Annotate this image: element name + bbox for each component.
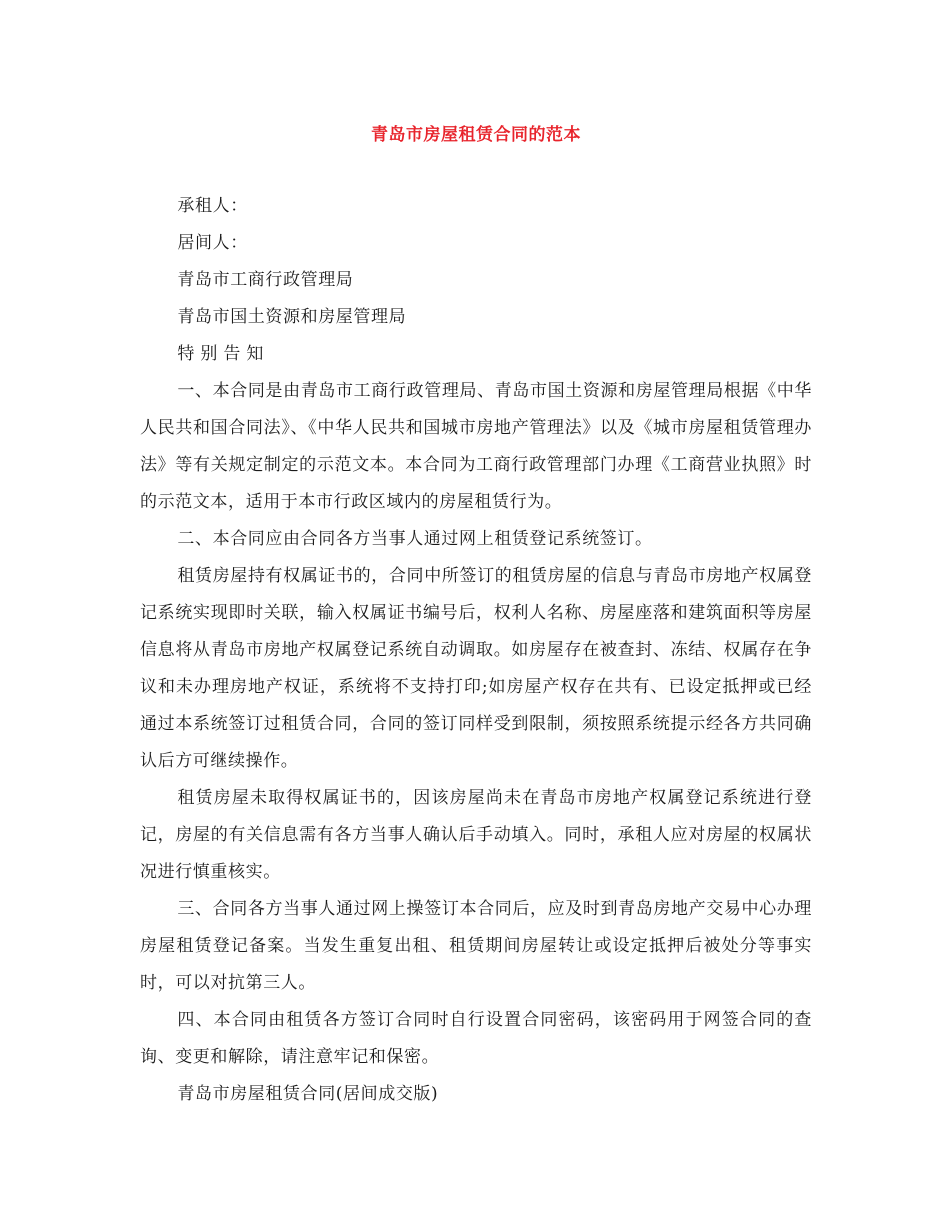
paragraph-notice-2-uncertified: 租赁房屋未取得权属证书的，因该房屋尚未在青岛市房地产权属登记系统进行登记，房屋的有关信息需有各方当事人确认后手动填入。同时，承租人应对房屋的权属状况进行慎重核实。 xyxy=(140,788,812,882)
document-body xyxy=(140,188,812,1113)
paragraph-notice-1: 一、本合同是由青岛市工商行政管理局、青岛市国土资源和房屋管理局根据《中华人民共和国合同法》、《中华人民共和国城市房地产管理法》以及《城市房屋租赁管理办法》等有关规定制定的示范文本。本合同为工商行政管理部门办理《工商营业执照》时的示范文本，适用于本市行政区域内的房屋租赁行为。 xyxy=(140,381,812,512)
paragraph-notice-2: 二、本合同应由合同各方当事人通过网上租赁登记系统签订。 xyxy=(177,529,653,549)
paragraph-notice-2-certified: 租赁房屋持有权属证书的，合同中所签订的租赁房屋的信息与青岛市房地产权属登记系统实现即时关联，输入权属证书编号后，权利人名称、房屋座落和建筑面积等房屋信息将从青岛市房地产权属登记系统自动调取。如房屋存在被查封、冻结、权属存在争议和未办理房地产权证，系统将不支持打印;如房屋产权存在共有、已设定抵押或已经通过本系统签订过租赁合同，合同的签订同样受到限制，须按照系统提示经各方共同确认后方可继续操作。 xyxy=(140,566,812,771)
document-title: 青岛市房屋租赁合同的范本 xyxy=(371,125,581,145)
paragraph-special-notice-heading: 特别告知 xyxy=(177,344,270,364)
paragraph-issuer-commerce: 青岛市工商行政管理局 xyxy=(177,270,354,290)
paragraph-notice-4: 四、本合同由租赁各方签订合同时自行设置合同密码，该密码用于网签合同的查询、变更和解除，请注意牢记和保密。 xyxy=(140,1010,812,1067)
paragraph-contract-name: 青岛市房屋租赁合同(居间成交版) xyxy=(177,1084,439,1104)
paragraph-issuer-housing: 青岛市国土资源和房屋管理局 xyxy=(177,307,407,327)
paragraph-notice-3: 三、合同各方当事人通过网上操签订本合同后，应及时到青岛房地产交易中心办理房屋租赁登记备案。当发生重复出租、租赁期间房屋转让或设定抵押后被处分等事实时，可以对抗第三人。 xyxy=(140,899,812,993)
paragraph-tenant: 承租人： xyxy=(177,196,248,216)
paragraph-broker: 居间人： xyxy=(177,233,248,253)
